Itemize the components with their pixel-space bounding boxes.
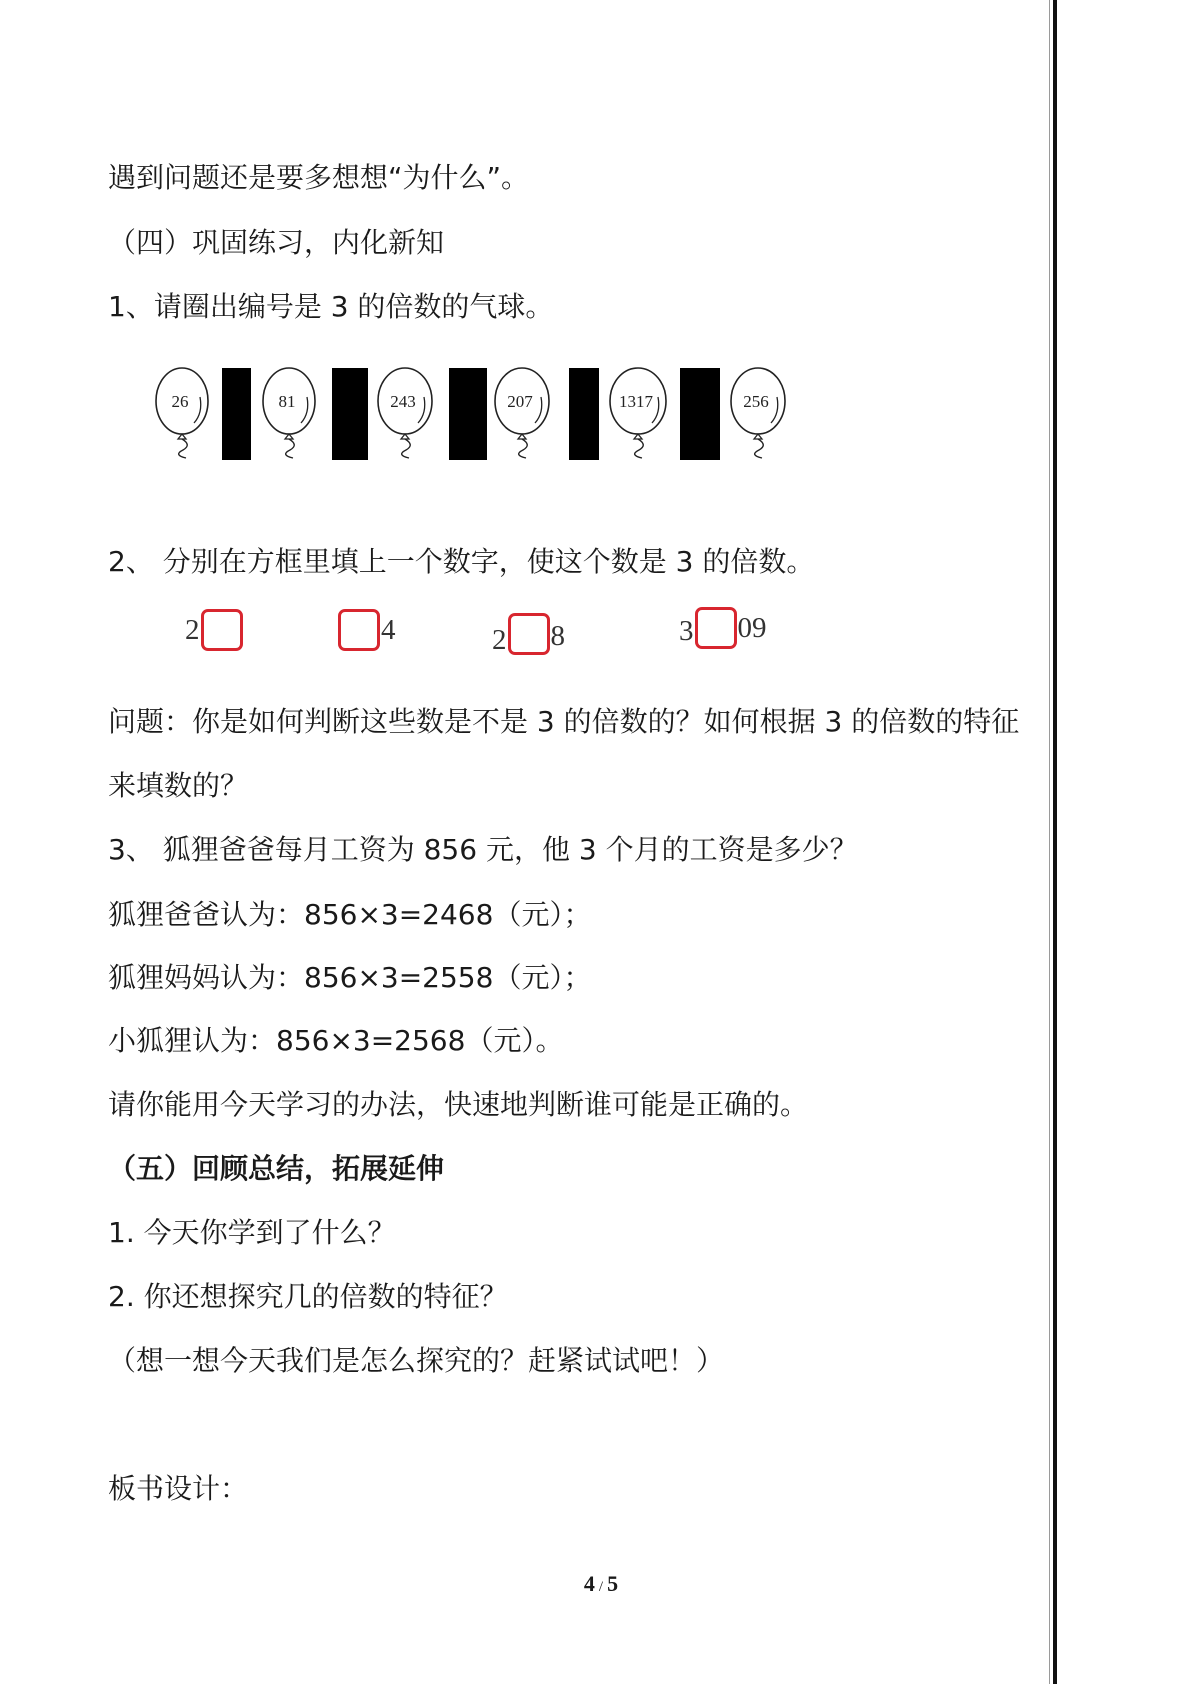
answer-fox-mom: 狐狸妈妈认为：856×3=2558（元）； xyxy=(108,961,592,994)
answer-little-fox: 小狐狸认为：856×3=2568（元）。 xyxy=(108,1024,564,1057)
page-edge-line-thin xyxy=(1049,0,1050,1684)
balloon-knot xyxy=(401,434,409,439)
board-design-label: 板书设计： xyxy=(108,1472,249,1505)
balloon[interactable] xyxy=(495,368,549,458)
answer-box[interactable] xyxy=(695,607,737,649)
balloon[interactable] xyxy=(263,368,315,458)
balloon-number: 256 xyxy=(743,392,769,411)
page-edge-line xyxy=(1053,0,1057,1684)
balloon-number: 243 xyxy=(390,392,416,411)
redaction-block xyxy=(449,368,487,460)
balloon-knot xyxy=(634,434,642,439)
answer-fox-dad: 狐狸爸爸认为：856×3=2468（元）； xyxy=(108,898,592,931)
question-3-text: 3、 狐狸爸爸每月工资为 856 元，他 3 个月的工资是多少？ xyxy=(108,833,858,866)
balloon-string xyxy=(286,439,295,458)
question-2-text: 2、 分别在方框里填上一个数字，使这个数是 3 的倍数。 xyxy=(108,545,815,578)
balloon-knot xyxy=(518,434,526,439)
question-1-text: 1、请圈出编号是 3 的倍数的气球。 xyxy=(108,290,554,323)
fill-prefix-digit: 2 xyxy=(185,614,200,646)
balloon-string xyxy=(755,439,764,458)
review-item-1: 1. 今天你学到了什么？ xyxy=(108,1216,396,1249)
review-item-2: 2. 你还想探究几的倍数的特征？ xyxy=(108,1280,508,1313)
redaction-block xyxy=(680,368,720,460)
balloon-knot xyxy=(754,434,762,439)
balloon-string xyxy=(402,439,411,458)
balloon-knot xyxy=(178,434,186,439)
question-prompt-line-2: 来填数的？ xyxy=(108,769,249,802)
answer-box[interactable] xyxy=(338,609,380,651)
balloon-string xyxy=(635,439,644,458)
fill-prefix-digit: 2 xyxy=(492,624,507,656)
fill-suffix-digit: 8 xyxy=(550,620,565,652)
fill-item-3 xyxy=(491,612,566,656)
fill-suffix-digit: 4 xyxy=(381,614,396,646)
answer-box[interactable] xyxy=(201,609,243,651)
balloon-row xyxy=(0,0,1191,480)
intro-text: 遇到问题还是要多想想“为什么”。 xyxy=(108,161,530,194)
question-prompt-line-1: 问题：你是如何判断这些数是不是 3 的倍数的？如何根据 3 的倍数的特征 xyxy=(108,705,1020,738)
page-total: 5 xyxy=(607,1571,619,1596)
balloon-number: 26 xyxy=(171,392,189,411)
balloon-number: 81 xyxy=(278,392,296,411)
fill-prefix-digit: 3 xyxy=(679,615,694,647)
balloon-knot xyxy=(285,434,293,439)
question-3-prompt: 请你能用今天学习的办法，快速地判断谁可能是正确的。 xyxy=(108,1088,809,1121)
redaction-block xyxy=(222,368,251,460)
page-number xyxy=(561,1570,641,1601)
balloon-string xyxy=(179,439,188,458)
page-separator: / xyxy=(598,1579,604,1595)
redaction-block xyxy=(332,368,368,460)
balloon-string xyxy=(519,439,528,458)
section-4-title: （四）巩固练习，内化新知 xyxy=(108,226,445,259)
balloon[interactable] xyxy=(731,368,785,458)
review-hint: （想一想今天我们是怎么探究的？赶紧试试吧！） xyxy=(108,1344,725,1377)
fill-item-2 xyxy=(338,608,397,652)
fill-item-4 xyxy=(678,606,768,650)
balloon[interactable] xyxy=(610,368,666,458)
balloon-number: 207 xyxy=(507,392,533,411)
section-5-title: （五）回顾总结，拓展延伸 xyxy=(108,1152,445,1185)
redaction-block xyxy=(569,368,599,460)
balloon[interactable] xyxy=(156,368,208,458)
answer-box[interactable] xyxy=(508,613,550,655)
balloon-number: 1317 xyxy=(619,392,653,411)
balloon[interactable] xyxy=(378,368,432,458)
fill-item-1 xyxy=(184,608,243,652)
page-current: 4 xyxy=(583,1571,595,1596)
fill-suffix-digit: 09 xyxy=(737,612,767,644)
